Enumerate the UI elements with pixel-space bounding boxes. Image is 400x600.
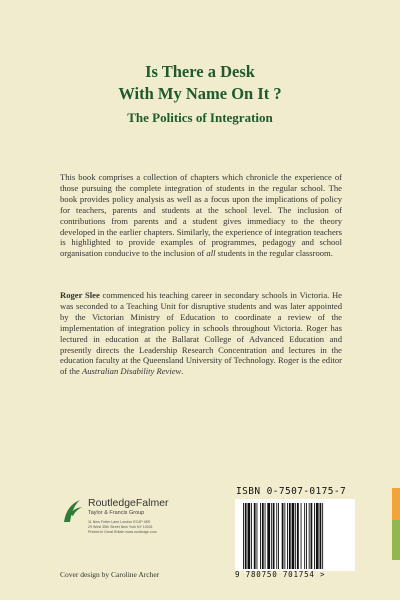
barcode-bar — [322, 503, 323, 569]
journal-name: Australian Disability Review — [81, 366, 182, 377]
barcode-bar — [276, 503, 277, 569]
barcode — [235, 499, 355, 571]
edge-stripe-orange — [392, 488, 400, 520]
barcode-bar — [320, 503, 322, 569]
publisher-logo-icon — [62, 498, 84, 524]
barcode-bar — [260, 503, 261, 569]
blurb-text-part2: students in the regular classroom. — [215, 248, 333, 259]
blurb-emphasis: all — [206, 248, 216, 259]
publisher-address-line: 11 New Fetter Lane London EC4P 4EE — [88, 520, 151, 524]
publisher-group: Taylor & Francis Group — [88, 510, 145, 516]
barcode-bar — [301, 503, 302, 569]
barcode-bar — [289, 503, 291, 569]
barcode-bar — [251, 503, 252, 569]
barcode-bar — [278, 503, 279, 569]
publisher-address — [88, 520, 157, 535]
book-blurb — [60, 172, 342, 259]
book-subtitle: The Politics of Integration — [127, 110, 273, 125]
book-title-line2: With My Name On It ? — [118, 84, 282, 103]
book-title-line1: Is There a Desk — [145, 62, 255, 81]
cover-design-credit: Cover design by Caroline Archer — [60, 570, 160, 579]
barcode-bar — [287, 503, 288, 569]
barcode-bar — [297, 503, 299, 569]
barcode-bar — [295, 503, 296, 569]
barcode-bar — [306, 503, 307, 569]
barcode-bar — [257, 503, 258, 569]
barcode-bar — [254, 503, 256, 569]
barcode-number: 9 780750 701754 > — [235, 570, 326, 579]
barcode-bars — [243, 503, 347, 569]
barcode-bar — [248, 503, 251, 569]
blurb-text-part1: This book comprises a collection of chapters which chronicle the experience of those pursuing the complete integration of students in the regular school. The book provides policy analysis as well as a focus upon the implications of policy for teachers, parents and students at the school level. The inclusion of contributions from parents and a student gives immediacy to the theory developed in the earlier chapters. Similarly, the experience of integration teachers is highlighted to provide examples of programmes, pedagogy and school organisation conducive to the inclusion of — [60, 172, 342, 259]
barcode-bar — [292, 503, 295, 569]
barcode-bar — [273, 503, 275, 569]
barcode-bar — [311, 503, 313, 569]
barcode-bar — [304, 503, 305, 569]
barcode-bar — [265, 503, 266, 569]
publisher-address-line: 29 West 35th Street New York NY 10001 — [88, 525, 153, 529]
barcode-bar — [309, 503, 310, 569]
barcode-bar — [245, 503, 247, 569]
barcode-bar — [243, 503, 244, 569]
author-bio-end: . — [181, 366, 184, 377]
edge-stripe-green — [392, 520, 400, 560]
barcode-bar — [262, 503, 264, 569]
author-bio — [60, 290, 342, 377]
barcode-bar — [282, 503, 284, 569]
publisher-address-line: Printed in Great Britain www.routledge.com — [88, 530, 157, 534]
publisher-name: RoutledgeFalmer — [88, 497, 169, 509]
isbn-label: ISBN 0-7507-0175-7 — [236, 486, 347, 497]
barcode-bar — [314, 503, 315, 569]
barcode-bar — [271, 503, 272, 569]
barcode-bar — [284, 503, 285, 569]
barcode-bar — [316, 503, 319, 569]
barcode-bar — [267, 503, 270, 569]
author-name: Roger Slee — [60, 290, 100, 300]
author-bio-text: commenced his teaching career in secondary schools in Victoria. He was seconded to a Teaching Unit for disruptive students and was later appointed by the Victorian Ministry of Education to coordinate a review of the implementation of integration policy in schools throughout Victoria. Roger has lectured in education at the Ballarat College of Advanced Education and presently directs the Leadership Research Concentration and lectures in the education faculty at the Queensland University of Technology. Roger is the editor of the — [60, 290, 342, 377]
